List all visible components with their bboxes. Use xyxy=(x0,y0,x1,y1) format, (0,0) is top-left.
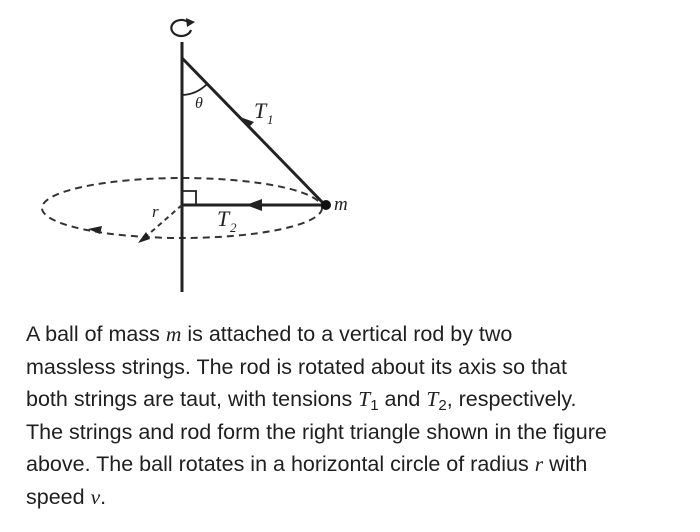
text-line-5: above. The ball rotates in a horizontal circle of radius r with xyxy=(26,452,588,476)
theta-arc xyxy=(182,84,207,95)
motion-arrow-icon xyxy=(88,226,102,234)
ball xyxy=(321,200,331,210)
text-line-2: massless strings. The rod is rotated about its axis so that xyxy=(26,354,567,379)
t2-label: T xyxy=(217,206,230,231)
text-line-1: A ball of mass m is attached to a vertical rod by two xyxy=(26,322,513,346)
mass-label: m xyxy=(334,194,348,215)
radius-label: r xyxy=(152,202,159,221)
text-line-4: The strings and rod form the right triangle shown in the figure xyxy=(26,419,607,444)
rotation-arrow-icon xyxy=(171,18,195,36)
upper-string xyxy=(182,58,325,205)
problem-statement xyxy=(26,318,686,513)
physics-diagram xyxy=(0,0,420,300)
t2-arrow-icon xyxy=(246,199,262,211)
t2-subscript: 2 xyxy=(230,220,237,235)
text-line-3: both strings are taut, with tensions $T_1$ and $T_2$, respectively. xyxy=(26,387,577,414)
right-angle-marker xyxy=(182,191,196,205)
t1-subscript: 1 xyxy=(267,112,274,127)
theta-label: θ xyxy=(195,95,203,112)
text-line-6: speed v. xyxy=(26,484,107,509)
t1-arrow-icon xyxy=(240,117,254,128)
radius-line xyxy=(142,205,182,240)
radius-arrow-icon xyxy=(138,232,150,243)
t1-label: T xyxy=(254,98,267,123)
